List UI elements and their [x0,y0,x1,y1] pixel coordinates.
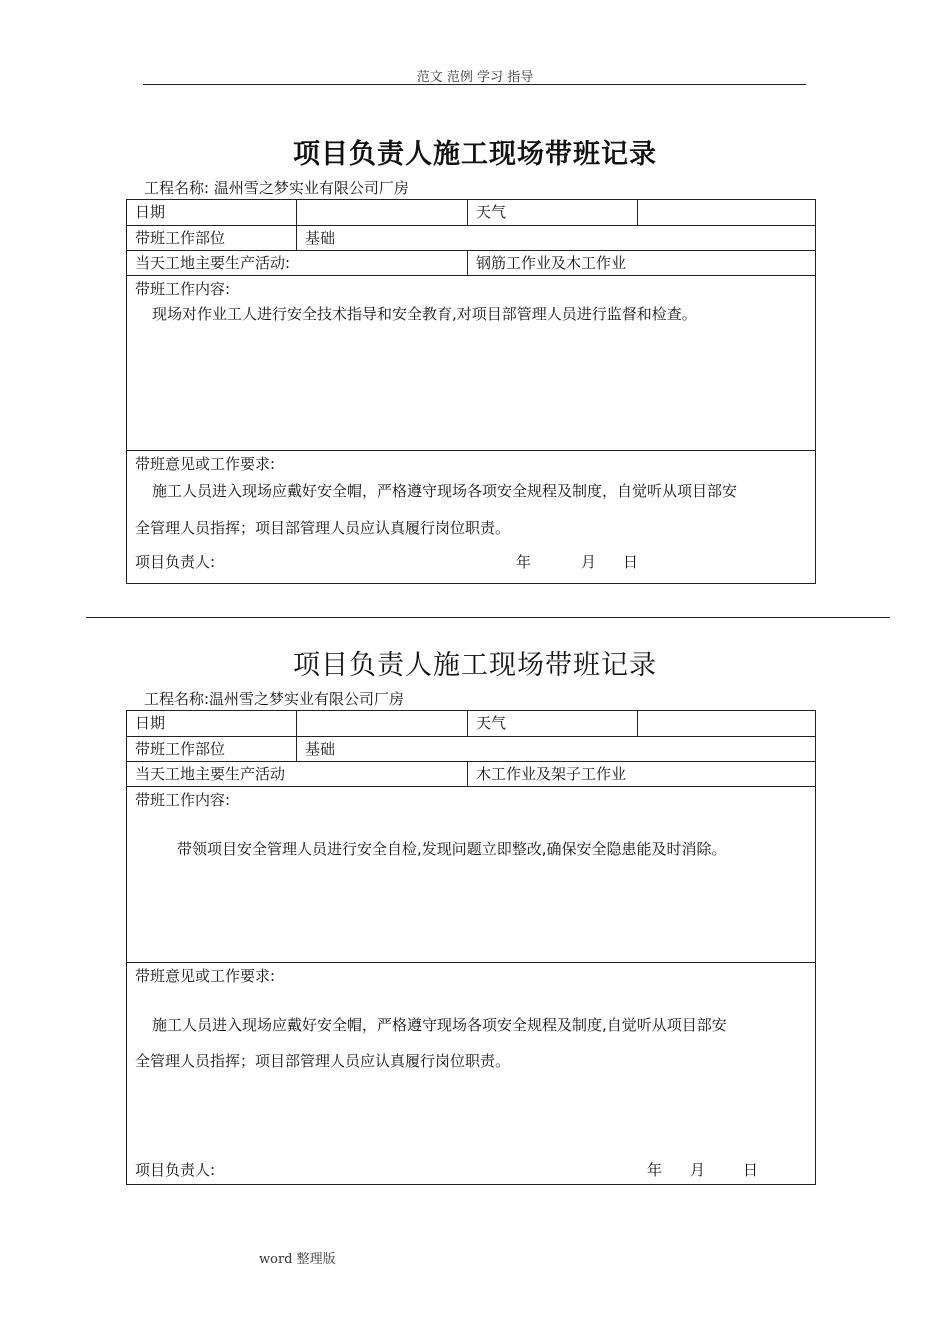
record1-signer-label: 项目负责人: [135,553,216,571]
record1-title: 项目负责人施工现场带班记录 [293,139,657,170]
record2-opinion-cell[interactable] [127,963,816,1185]
record1-opinion-line1: 施工人员进入现场应戴好安全帽，严格遵守现场各项安全规程及制度，自觉听从项目部安 [152,482,738,500]
record1-opinion-label: 带班意见或工作要求: [135,455,276,473]
record2-opinion-label: 带班意见或工作要求: [135,967,276,985]
record1-month-label: 月 [581,553,597,571]
record2-position-label: 带班工作部位 [127,737,297,762]
record1-form-table [126,199,816,584]
record1-year-label: 年 [516,553,532,571]
record2-title: 项目负责人施工现场带班记录 [293,650,657,681]
record1-content-label: 带班工作内容: [135,280,231,298]
record1-opinion-line2: 全管理人员指挥；项目部管理人员应认真履行岗位职责。 [135,519,511,537]
record2-weather-label: 天气 [468,711,638,737]
record1-project-name: 工程名称: 温州雪之梦实业有限公司厂房 [144,179,409,197]
page-header: 范文 范例 学习 指导 [416,70,534,85]
record1-activity-value[interactable]: 钢筋工作业及木工作业 [468,251,816,276]
record1-day-label: 日 [623,553,639,571]
record1-content-cell[interactable] [127,276,816,451]
record2-month-label: 月 [690,1161,706,1179]
record1-position-label: 带班工作部位 [127,226,297,251]
record2-signer-label: 项目负责人: [135,1161,216,1179]
record2-year-label: 年 [647,1161,663,1179]
record1-date-label: 日期 [127,200,297,226]
header-rule [143,84,806,85]
record2-project-name: 工程名称:温州雪之梦实业有限公司厂房 [144,690,405,708]
record2-signature-row [135,1158,807,1182]
record2-content-label: 带班工作内容: [135,791,231,809]
record2-content-text: 带领项目安全管理人员进行安全自检,发现问题立即整改,确保安全隐患能及时消除。 [177,840,727,858]
record2-weather-value[interactable] [638,711,816,737]
record2-day-label: 日 [743,1161,759,1179]
record2-form-table [126,710,816,1185]
record2-date-value[interactable] [297,711,468,737]
page-footer: word 整理版 [259,1252,336,1267]
record1-signature-row [135,550,807,574]
section-divider [86,617,890,618]
record2-activity-value[interactable]: 木工作业及架子工作业 [468,762,816,787]
record2-content-cell[interactable] [127,787,816,963]
record2-opinion-line1: 施工人员进入现场应戴好安全帽，严格遵守现场各项安全规程及制度,自觉听从项目部安 [152,1016,727,1034]
record1-activity-label: 当天工地主要生产活动: [127,251,468,276]
record2-date-label: 日期 [127,711,297,737]
record2-opinion-line2: 全管理人员指挥；项目部管理人员应认真履行岗位职责。 [135,1052,511,1070]
record1-opinion-cell[interactable] [127,451,816,584]
record1-weather-label: 天气 [468,200,638,226]
record1-date-value[interactable] [297,200,468,226]
record1-weather-value[interactable] [638,200,816,226]
record2-activity-label: 当天工地主要生产活动 [127,762,468,787]
record1-content-text: 现场对作业工人进行安全技术指导和安全教育,对项目部管理人员进行监督和检查。 [152,305,697,323]
record2-position-value[interactable]: 基础 [297,737,816,762]
record1-position-value[interactable]: 基础 [297,226,816,251]
